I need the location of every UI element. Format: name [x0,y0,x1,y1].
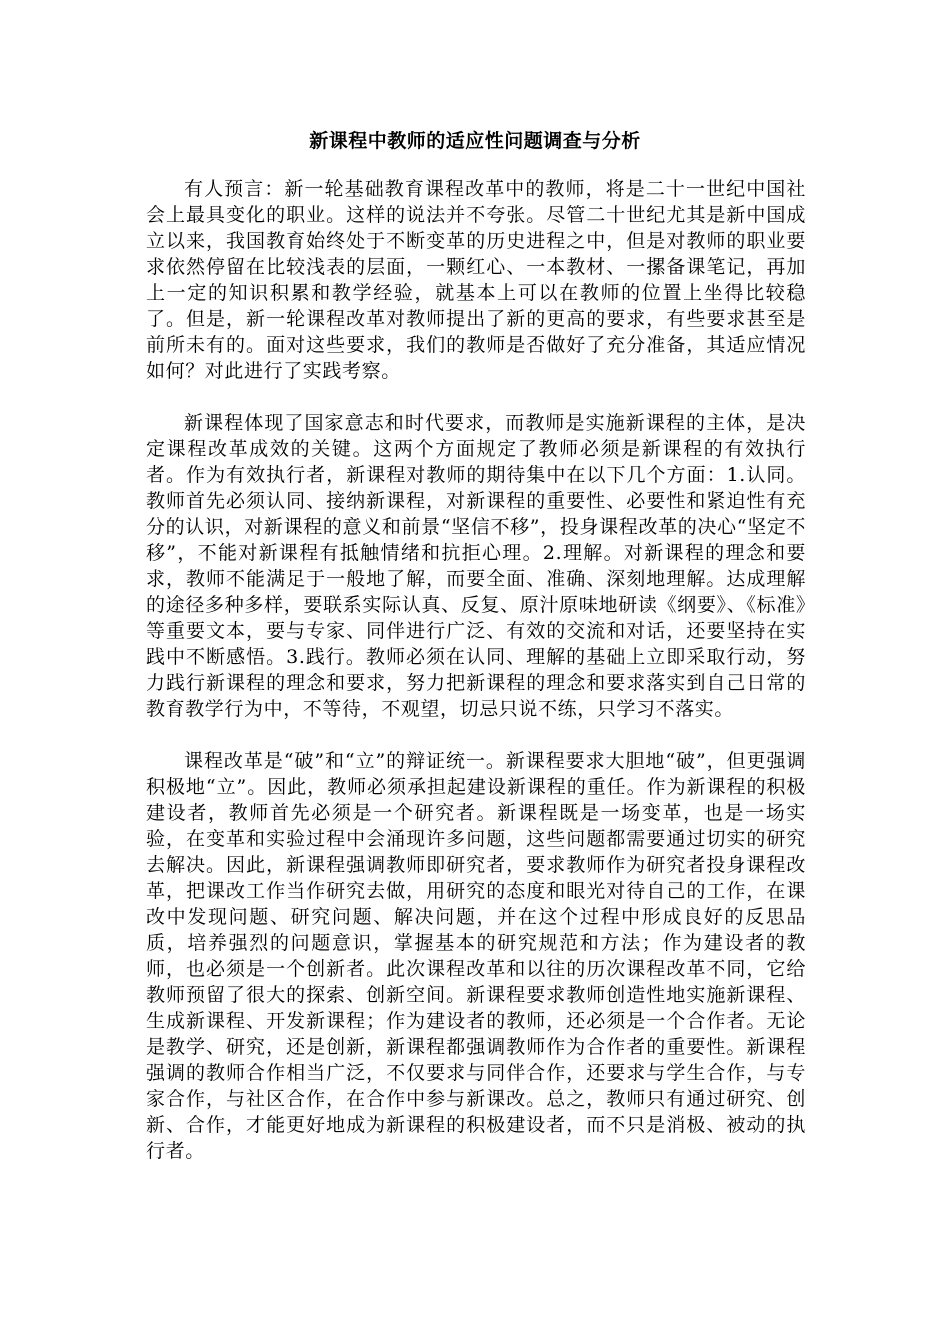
paragraph-2: 新课程体现了国家意志和时代要求，而教师是实施新课程的主体，是决定课程改革成效的关键。这两个方面规定了教师必须是新课程的有效执行者。作为有效执行者，新课程对教师的期待集中在以下几个方面：1.认同。教师首先必须认同、接纳新课程，对新课程的重要性、必要性和紧迫性有充分的认识，对新课程的意义和前景“坚信不移”，投身课程改革的决心“坚定不移”，不能对新课程有抵触情绪和抗拒心理。2.理解。对新课程的理念和要求，教师不能满足于一般地了解，而要全面、准确、深刻地理解。达成理解的途径多种多样，要联系实际认真、反复、原汁原味地研读《纲要》、《标准》等重要文本，要与专家、同伴进行广泛、有效的交流和对话，还要坚持在实践中不断感悟。3.践行。教师必须在认同、理解的基础上立即采取行动，努力践行新课程的理念和要求，努力把新课程的理念和要求落实到自己日常的教育教学行为中，不等待，不观望，切忌只说不练，只学习不落实。 [146,412,806,720]
document-title: 新课程中教师的适应性问题调查与分析 [309,130,641,152]
paragraph-3: 课程改革是“破”和“立”的辩证统一。新课程要求大胆地“破”，但更强调积极地“立”。因此，教师必须承担起建设新课程的重任。作为新课程的积极建设者，教师首先必须是一个研究者。新课程既是一场变革，也是一场实验，在变革和实验过程中会涌现许多问题，这些问题都需要通过切实的研究去解决。因此，新课程强调教师即研究者，要求教师作为研究者投身课程改革，把课改工作当作研究去做，用研究的态度和眼光对待自己的工作，在课改中发现问题、研究问题、解决问题，并在这个过程中形成良好的反思品质，培养强烈的问题意识，掌握基本的研究规范和方法；作为建设者的教师，也必须是一个创新者。此次课程改革和以往的历次课程改革不同，它给教师预留了很大的探索、创新空间。新课程要求教师创造性地实施新课程、生成新课程、开发新课程；作为建设者的教师，还必须是一个合作者。无论是教学、研究，还是创新，新课程都强调教师作为合作者的重要性。新课程强调的教师合作相当广泛，不仅要求与同伴合作，还要求与学生合作，与专家合作，与社区合作，在合作中参与新课改。总之，教师只有通过研究、创新、合作，才能更好地成为新课程的积极建设者，而不只是消极、被动的执行者。 [146,750,806,1162]
paragraph-1: 有人预言：新一轮基础教育课程改革中的教师，将是二十一世纪中国社会上最具变化的职业。这样的说法并不夸张。尽管二十世纪尤其是新中国成立以来，我国教育始终处于不断变革的历史进程之中，但是对教师的职业要求依然停留在比较浅表的层面，一颗红心、一本教材、一摞备课笔记，再加上一定的知识积累和教学经验，就基本上可以在教师的位置上坐得比较稳了。但是，新一轮课程改革对教师提出了新的更高的要求，有些要求甚至是前所未有的。面对这些要求，我们的教师是否做好了充分准备，其适应情况如何？对此进行了实践考察。 [146,178,806,382]
document-body [146,176,806,1190]
